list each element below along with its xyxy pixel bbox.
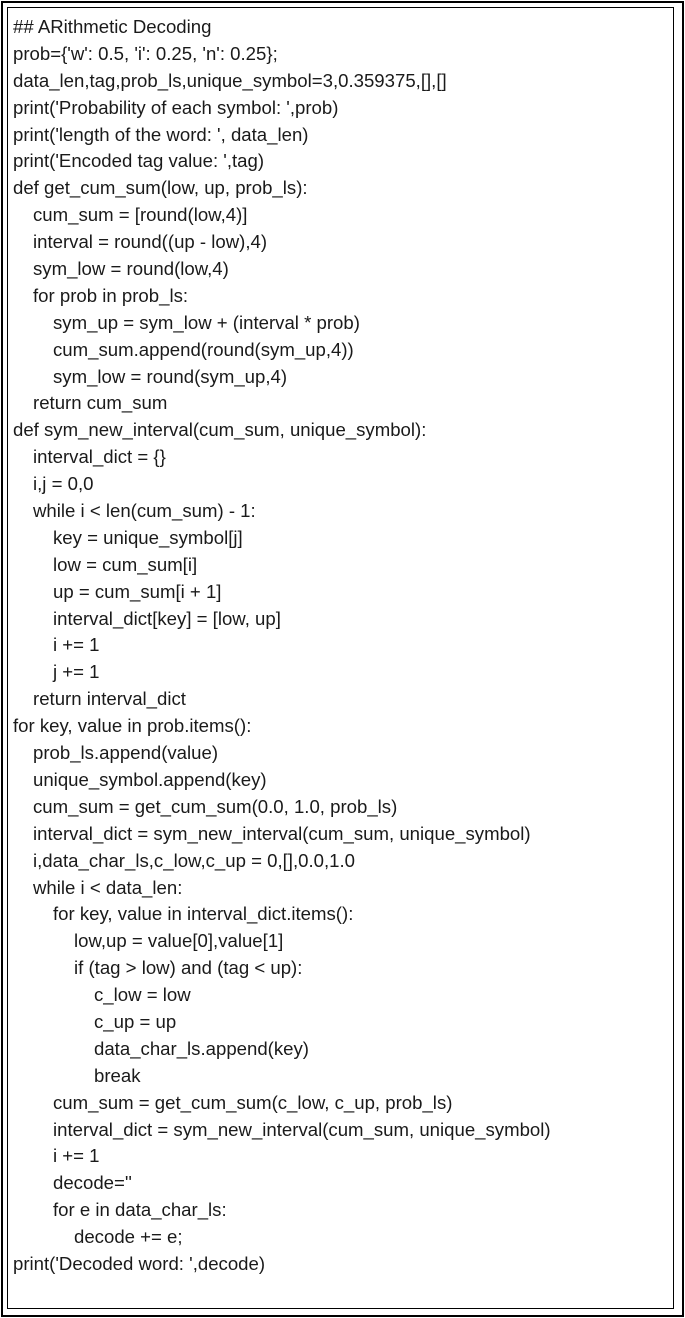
code-line: up = cum_sum[i + 1] [53, 580, 222, 602]
code-line: cum_sum = get_cum_sum(c_low, c_up, prob_ls) [53, 1091, 453, 1113]
code-line: low = cum_sum[i] [53, 553, 198, 575]
code-line: interval_dict = sym_new_interval(cum_sum, unique_symbol) [33, 822, 531, 844]
code-line: cum_sum.append(round(sym_up,4)) [53, 338, 354, 360]
code-line: data_len,tag,prob_ls,unique_symbol=3,0.359375,[],[] [13, 69, 447, 91]
code-line: return cum_sum [33, 392, 168, 414]
code-line: print('Decoded word: ',decode) [13, 1252, 266, 1274]
code-line: interval_dict = {} [33, 446, 166, 468]
code-line: ## ARithmetic Decoding [13, 16, 212, 37]
code-line: while i < data_len: [33, 876, 183, 898]
code-line: interval_dict[key] = [low, up] [53, 607, 281, 629]
code-line: data_char_ls.append(key) [94, 1037, 309, 1059]
code-line: sym_low = round(low,4) [33, 258, 229, 280]
code-listing [13, 14, 668, 1278]
code-line: print('Encoded tag value: ',tag) [13, 150, 265, 172]
code-line: prob={'w': 0.5, 'i': 0.25, 'n': 0.25}; [13, 42, 278, 64]
code-line: c_low = low [94, 984, 191, 1006]
code-line: decode += e; [74, 1226, 183, 1248]
code-line: while i < len(cum_sum) - 1: [33, 500, 256, 522]
code-line: i,j = 0,0 [33, 473, 94, 495]
code-line: break [94, 1064, 141, 1086]
code-line: decode='' [53, 1172, 132, 1194]
code-line: i,data_char_ls,c_low,c_up = 0,[],0.0,1.0 [33, 849, 355, 871]
code-line: if (tag > low) and (tag < up): [74, 957, 303, 979]
code-line: print('length of the word: ', data_len) [13, 123, 309, 145]
code-line: cum_sum = [round(low,4)] [33, 204, 248, 226]
code-line: interval = round((up - low),4) [33, 231, 268, 253]
code-line: def get_cum_sum(low, up, prob_ls): [13, 177, 308, 199]
code-line: for prob in prob_ls: [33, 284, 189, 306]
code-line: sym_low = round(sym_up,4) [53, 365, 288, 387]
code-line: key = unique_symbol[j] [53, 526, 243, 548]
code-line: for key, value in interval_dict.items(): [53, 903, 354, 925]
code-line: def sym_new_interval(cum_sum, unique_symbol): [13, 419, 427, 441]
code-line: low,up = value[0],value[1] [74, 930, 284, 952]
code-line: return interval_dict [33, 688, 186, 710]
code-line: cum_sum = get_cum_sum(0.0, 1.0, prob_ls) [33, 795, 398, 817]
code-line: sym_up = sym_low + (interval * prob) [53, 311, 360, 333]
code-line: prob_ls.append(value) [33, 742, 219, 764]
code-line: i += 1 [53, 1145, 100, 1167]
code-line: c_up = up [94, 1010, 177, 1032]
code-line: i += 1 [53, 634, 100, 656]
code-line: print('Probability of each symbol: ',prob) [13, 96, 339, 118]
code-line: for e in data_char_ls: [53, 1199, 227, 1221]
code-line: j += 1 [53, 661, 100, 683]
code-line: unique_symbol.append(key) [33, 768, 267, 790]
code-line: interval_dict = sym_new_interval(cum_sum, unique_symbol) [53, 1118, 551, 1140]
code-line: for key, value in prob.items(): [13, 715, 252, 737]
